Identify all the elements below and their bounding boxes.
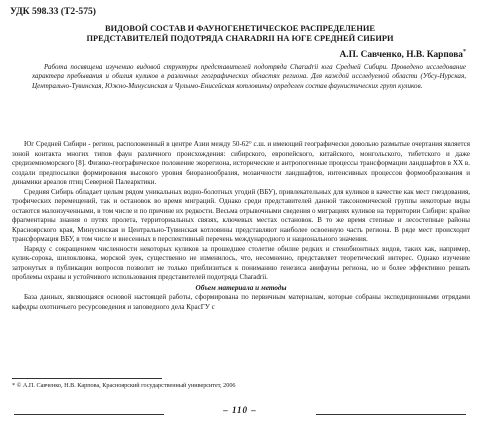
title-line-2: ПРЕДСТАВИТЕЛЕЙ ПОДОТРЯДА CHARADRII НА ЮГЕ СРЕДНЕЙ СИБИРИ (86, 34, 394, 44)
authors (339, 49, 466, 60)
page-rule-right (316, 414, 466, 415)
title-line-1: ВИДОВОЙ СОСТАВ И ФАУНОГЕНЕТИЧЕСКОЕ РАСПРЕДЕЛЕНИЕ (104, 24, 376, 33)
footnote-mark: * (463, 49, 466, 55)
paragraph: Наряду с сокращением численности некоторых куликов за прошедшее столетие обилие редких и стенобионтных видов, таких как, например, кулик-сорока, шилоклювка, морской зуек, существенно не изменилось, что, несомненно, представляет теоретический интерес. Однако изучение затронутых в публикации вопросов позволит не только приблизиться к пониманию генезиса авифауны региона, но и более эффективно решать проблемы охраны и устойчивого использования представителей подотряда Charadrii. (12, 244, 470, 281)
author-names: А.П. Савченко, Н.В. Карпова (339, 50, 463, 61)
udk-code: УДК 598.33 (Т2-575) (10, 6, 96, 17)
abstract: Работа посвящена изучению видовой структуры представителей подотряда Charadrii юга Средней Сибири. Проведено исследование характера пребывания и обилия куликов в различных географических областях региона. Для каждой исследуемой области (Убсу-Нурская, Центрально-Тувинская, Южно-Минусинская и Чулымо-Енисейская котловины) определен состав фаунистических групп куликов. (32, 63, 466, 90)
paragraph: База данных, являющаяся основой настоящей работы, сформирована по первичным материалам, которые собраны экспедиционными отрядами кафедры охотничьего ресурсоведения и заповедного дела КрасГУ с (12, 293, 470, 311)
footnote-rule (12, 378, 162, 379)
paragraph: Юг Средней Сибири - регион, расположенный в центре Азии между 50-62° с.ш. и имеющий географически довольно размытые очертания является зоной контакта многих типов фаун различного происхождения: сибирского, европейского, китайского, монгольского, тибетского и даже средиземноморского [8]. Физико-географическое положение экорегиона, исторические и антропогенные процессы трансформации ландшафтов в ХХ в. создали предпосылки формирования высокого уровня биоразнообразия, мозаичности ландшафтов, интенсивных процессов формообразования и динамики ареалов птиц Северной Палеарктики. (12, 140, 470, 186)
article-title (0, 24, 480, 45)
footnote: * © А.П. Савченко, Н.В. Карпова, Красноярский государственный университет, 2006 (12, 382, 236, 389)
paragraph: Средняя Сибирь обладает целым рядом уникальных водно-болотных угодий (ВБУ), привлекательных для куликов в качестве как мест гнездования, трофических перемещений, так и остановок во время миграций. Однако среди представителей данной таксономической группы некоторые виды остаются малоизученными, в том числе и по причине их редкости. Весьма отрывочными сведения о миграциях куликов на территории Сибири: крайне фрагментарны знания о путях пролета, территориальных связях, ключевых местах остановок. В то же время степные и лесостепные районы Красноярского края, Минусинская и Центрально-Тувинская котловины представляют наиболее освоенную часть региона. В ряде мест происходит трансформация ВБУ, в том числе и внесенных в перспективный перечень международного и национального значения. (12, 187, 470, 243)
page-number: – 110 – (223, 405, 257, 415)
article-body (12, 140, 470, 312)
section-heading: Объем материала и методы (195, 283, 287, 292)
